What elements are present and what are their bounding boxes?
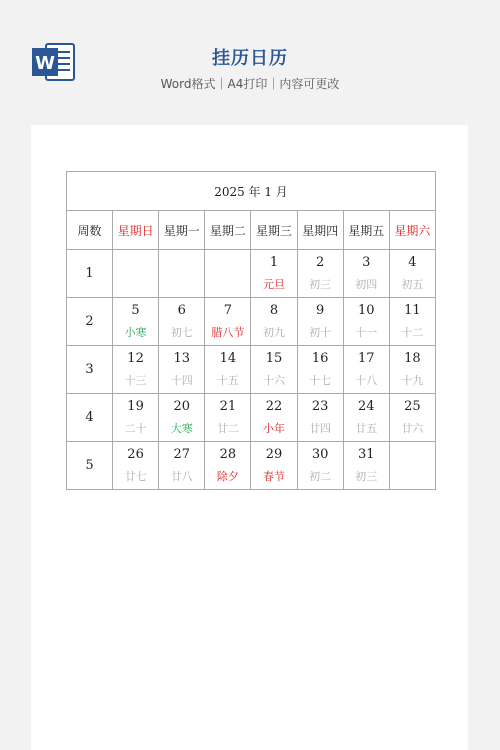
week-number: 5 bbox=[67, 442, 113, 490]
day-number: 12 bbox=[127, 350, 144, 366]
day-cell bbox=[297, 442, 343, 490]
week-number: 1 bbox=[67, 250, 113, 298]
day-cell bbox=[205, 298, 251, 346]
day-number: 14 bbox=[219, 350, 237, 366]
empty-day-cell bbox=[159, 250, 205, 298]
weekday-header: 星期五 bbox=[343, 211, 389, 250]
day-cell bbox=[389, 346, 435, 394]
lunar-date: 十九 bbox=[401, 373, 424, 387]
empty-day-cell bbox=[389, 442, 435, 490]
weekday-header: 星期一 bbox=[159, 211, 205, 250]
day-cell bbox=[205, 346, 251, 394]
day-number: 3 bbox=[362, 254, 371, 270]
lunar-date: 十五 bbox=[216, 373, 239, 387]
empty-day-cell bbox=[205, 250, 251, 298]
lunar-date: 廿二 bbox=[216, 421, 239, 435]
day-cell bbox=[297, 346, 343, 394]
lunar-date: 小寒 bbox=[124, 325, 147, 339]
day-cell bbox=[113, 394, 159, 442]
day-cell bbox=[343, 346, 389, 394]
week-row bbox=[67, 346, 436, 394]
lunar-date: 十七 bbox=[309, 373, 332, 387]
lunar-date: 初三 bbox=[309, 277, 332, 291]
lunar-date: 初九 bbox=[262, 325, 285, 339]
day-number: 17 bbox=[358, 350, 375, 366]
empty-day-cell bbox=[113, 250, 159, 298]
week-row bbox=[67, 298, 436, 346]
lunar-date: 腊八节 bbox=[211, 325, 245, 339]
lunar-date: 廿八 bbox=[170, 469, 193, 483]
page-subtitle: Word格式｜A4打印｜内容可更改 bbox=[160, 77, 340, 91]
lunar-date: 十四 bbox=[170, 373, 193, 387]
lunar-date: 初二 bbox=[309, 469, 332, 483]
day-cell bbox=[297, 394, 343, 442]
day-cell bbox=[343, 442, 389, 490]
day-cell bbox=[113, 298, 159, 346]
calendar-table bbox=[66, 171, 436, 490]
day-number: 2 bbox=[315, 254, 325, 270]
lunar-date: 十二 bbox=[401, 325, 424, 339]
day-number: 18 bbox=[404, 350, 421, 366]
day-number: 16 bbox=[311, 350, 329, 366]
day-number: 28 bbox=[219, 446, 237, 462]
lunar-date: 除夕 bbox=[216, 469, 239, 483]
day-number: 20 bbox=[173, 398, 190, 414]
lunar-date: 初七 bbox=[170, 325, 193, 339]
lunar-date: 初四 bbox=[355, 277, 378, 291]
day-cell bbox=[251, 298, 297, 346]
day-number: 24 bbox=[358, 398, 375, 414]
day-number: 4 bbox=[408, 254, 417, 270]
page-title: 挂历日历 bbox=[212, 48, 288, 69]
day-number: 27 bbox=[173, 446, 190, 462]
day-number: 5 bbox=[131, 302, 140, 318]
day-cell bbox=[389, 298, 435, 346]
week-row bbox=[67, 394, 436, 442]
day-cell bbox=[343, 250, 389, 298]
lunar-date: 十六 bbox=[262, 373, 285, 387]
day-number: 30 bbox=[311, 446, 329, 462]
day-cell bbox=[389, 250, 435, 298]
weekday-header: 星期四 bbox=[297, 211, 343, 250]
day-number: 8 bbox=[269, 302, 279, 318]
lunar-date: 初十 bbox=[309, 325, 332, 339]
weekday-header: 星期日 bbox=[113, 211, 159, 250]
day-cell bbox=[159, 346, 205, 394]
day-cell bbox=[297, 298, 343, 346]
day-cell bbox=[343, 394, 389, 442]
weekday-header: 星期二 bbox=[205, 211, 251, 250]
day-cell bbox=[159, 298, 205, 346]
lunar-date: 初五 bbox=[401, 277, 424, 291]
lunar-date: 廿七 bbox=[124, 469, 147, 483]
day-cell bbox=[297, 250, 343, 298]
day-cell bbox=[159, 394, 205, 442]
day-number: 9 bbox=[315, 302, 325, 318]
lunar-date: 十三 bbox=[124, 373, 147, 387]
day-number: 7 bbox=[223, 302, 232, 318]
day-number: 11 bbox=[404, 302, 421, 318]
day-number: 29 bbox=[265, 446, 283, 462]
weekday-header: 星期三 bbox=[251, 211, 297, 250]
lunar-date: 二十 bbox=[124, 421, 147, 435]
svg-text:W: W bbox=[35, 53, 55, 74]
lunar-date: 廿四 bbox=[309, 421, 332, 435]
week-row bbox=[67, 250, 436, 298]
week-row bbox=[67, 442, 436, 490]
header bbox=[0, 0, 500, 110]
week-number: 3 bbox=[67, 346, 113, 394]
day-cell bbox=[159, 442, 205, 490]
document-page bbox=[31, 125, 468, 750]
day-cell bbox=[251, 442, 297, 490]
day-number: 22 bbox=[265, 398, 283, 414]
day-cell bbox=[251, 250, 297, 298]
lunar-date: 廿五 bbox=[355, 421, 378, 435]
lunar-date: 小年 bbox=[262, 421, 285, 435]
day-number: 26 bbox=[127, 446, 144, 462]
day-number: 1 bbox=[269, 254, 279, 270]
day-number: 10 bbox=[358, 302, 375, 318]
calendar-caption: 2025 年 1 月 bbox=[67, 172, 436, 211]
lunar-date: 十一 bbox=[355, 325, 378, 339]
lunar-date: 初三 bbox=[355, 469, 378, 483]
week-number: 2 bbox=[67, 298, 113, 346]
lunar-date: 春节 bbox=[262, 469, 285, 483]
day-cell bbox=[205, 394, 251, 442]
day-number: 31 bbox=[358, 446, 375, 462]
day-cell bbox=[251, 394, 297, 442]
day-cell bbox=[251, 346, 297, 394]
day-cell bbox=[389, 394, 435, 442]
day-cell bbox=[205, 442, 251, 490]
lunar-date: 十八 bbox=[355, 373, 378, 387]
day-number: 25 bbox=[404, 398, 421, 414]
lunar-date: 大寒 bbox=[170, 421, 193, 435]
day-number: 6 bbox=[177, 302, 186, 318]
weekday-header: 星期六 bbox=[389, 211, 435, 250]
day-number: 23 bbox=[311, 398, 329, 414]
day-number: 13 bbox=[173, 350, 190, 366]
lunar-date: 元旦 bbox=[262, 277, 285, 291]
day-cell bbox=[113, 346, 159, 394]
day-cell bbox=[343, 298, 389, 346]
day-number: 15 bbox=[265, 350, 283, 366]
lunar-date: 廿六 bbox=[401, 421, 424, 435]
day-number: 21 bbox=[219, 398, 237, 414]
week-number: 4 bbox=[67, 394, 113, 442]
week-number-header: 周数 bbox=[67, 211, 113, 250]
day-cell bbox=[113, 442, 159, 490]
day-number: 19 bbox=[127, 398, 144, 414]
